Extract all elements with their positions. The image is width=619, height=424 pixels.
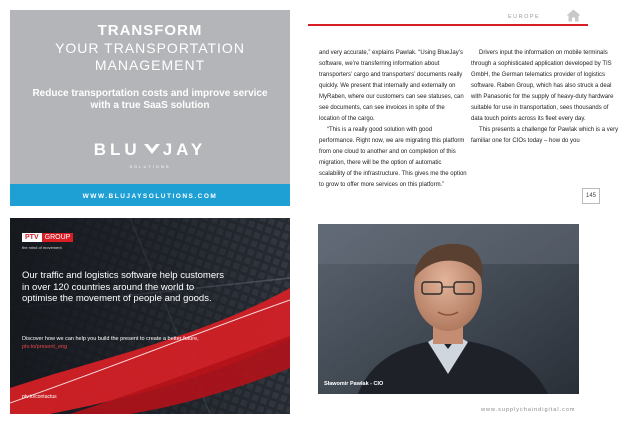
article-column-2 — [471, 48, 619, 147]
article-paragraph: This presents a challenge for Pawlak which is a very familiar one for CIOs today – how do you — [471, 127, 619, 144]
blujay-title-lines — [10, 40, 290, 74]
ptv-contact-link[interactable]: ptv.to/contactus — [22, 394, 57, 400]
blujay-title-line2: YOUR TRANSPORTATION — [55, 40, 245, 56]
section-label: EUROPE — [508, 14, 541, 20]
ptv-logo-group: GROUP — [42, 233, 74, 242]
ptv-logo — [22, 233, 73, 242]
blujay-logo-sub: SOLUTIONS — [129, 164, 171, 169]
ptv-tagline: the mind of movement — [22, 245, 62, 250]
blujay-chevron-icon — [143, 142, 161, 156]
header-rule — [308, 24, 588, 26]
ptv-body — [22, 335, 222, 351]
portrait-illustration — [318, 224, 579, 394]
blujay-subtitle: Reduce transportation costs and improve service with a true SaaS solution — [32, 88, 268, 111]
website-url[interactable]: www.supplychaindigital.com — [481, 407, 576, 413]
ptv-present-link[interactable]: ptv.to/present_eng — [22, 344, 68, 350]
ptv-body-text: Discover how we can help you build the present to create a better future, — [22, 336, 199, 342]
page-number: 145 — [582, 188, 600, 204]
ptv-logo-ptv: PTV — [22, 233, 42, 242]
portrait-photo — [318, 224, 579, 394]
ptv-headline: Our traffic and logistics software help customers in over 120 countries around the world to optimise the movement of people and goods. — [22, 270, 225, 304]
blujay-logo-part2: JAY — [162, 140, 207, 159]
ptv-advert — [10, 218, 290, 414]
article-paragraph: and very accurate,” explains Pawlak. “Using BlueJay’s software, we’re transferring information about transporters’ cargo and transporters’ documents really quickly. We present that internally and externally on MyRaben, where our customers can see statuses, can see documents, can see invoices in spite of the location of the cargo. — [319, 50, 464, 122]
blujay-logo-part1: BLU — [93, 140, 141, 159]
blujay-logo — [10, 140, 290, 160]
blujay-title-line3: MANAGEMENT — [94, 57, 206, 73]
blujay-url[interactable]: WWW.BLUJAYSOLUTIONS.COM — [82, 193, 218, 200]
home-icon[interactable] — [566, 9, 581, 22]
blujay-advert — [10, 10, 290, 206]
photo-caption: Sławomir Pawlak - CIO — [324, 381, 384, 387]
article-paragraph: Drivers input the information on mobile terminals through a sophisticated application developed by TIS GmbH, the German telematics provider of logistics software. Raben Group, which has also struck a deal with Panasonic for the supply of heavy-duty hardware suitable for use in transportation, sees thousands of data touch points across its fleet every day. — [471, 50, 614, 122]
article-column-1 — [319, 48, 467, 191]
blujay-title-line1: TRANSFORM — [97, 22, 203, 39]
article-paragraph: “This is a really good solution with good performance. Right now, we are migrating this platform from one cloud to another and on completion of this migration, there will be the option of automatic scalability of the infrastructure. This gives me the option to grow to offer more services on this platform.” — [319, 127, 467, 188]
